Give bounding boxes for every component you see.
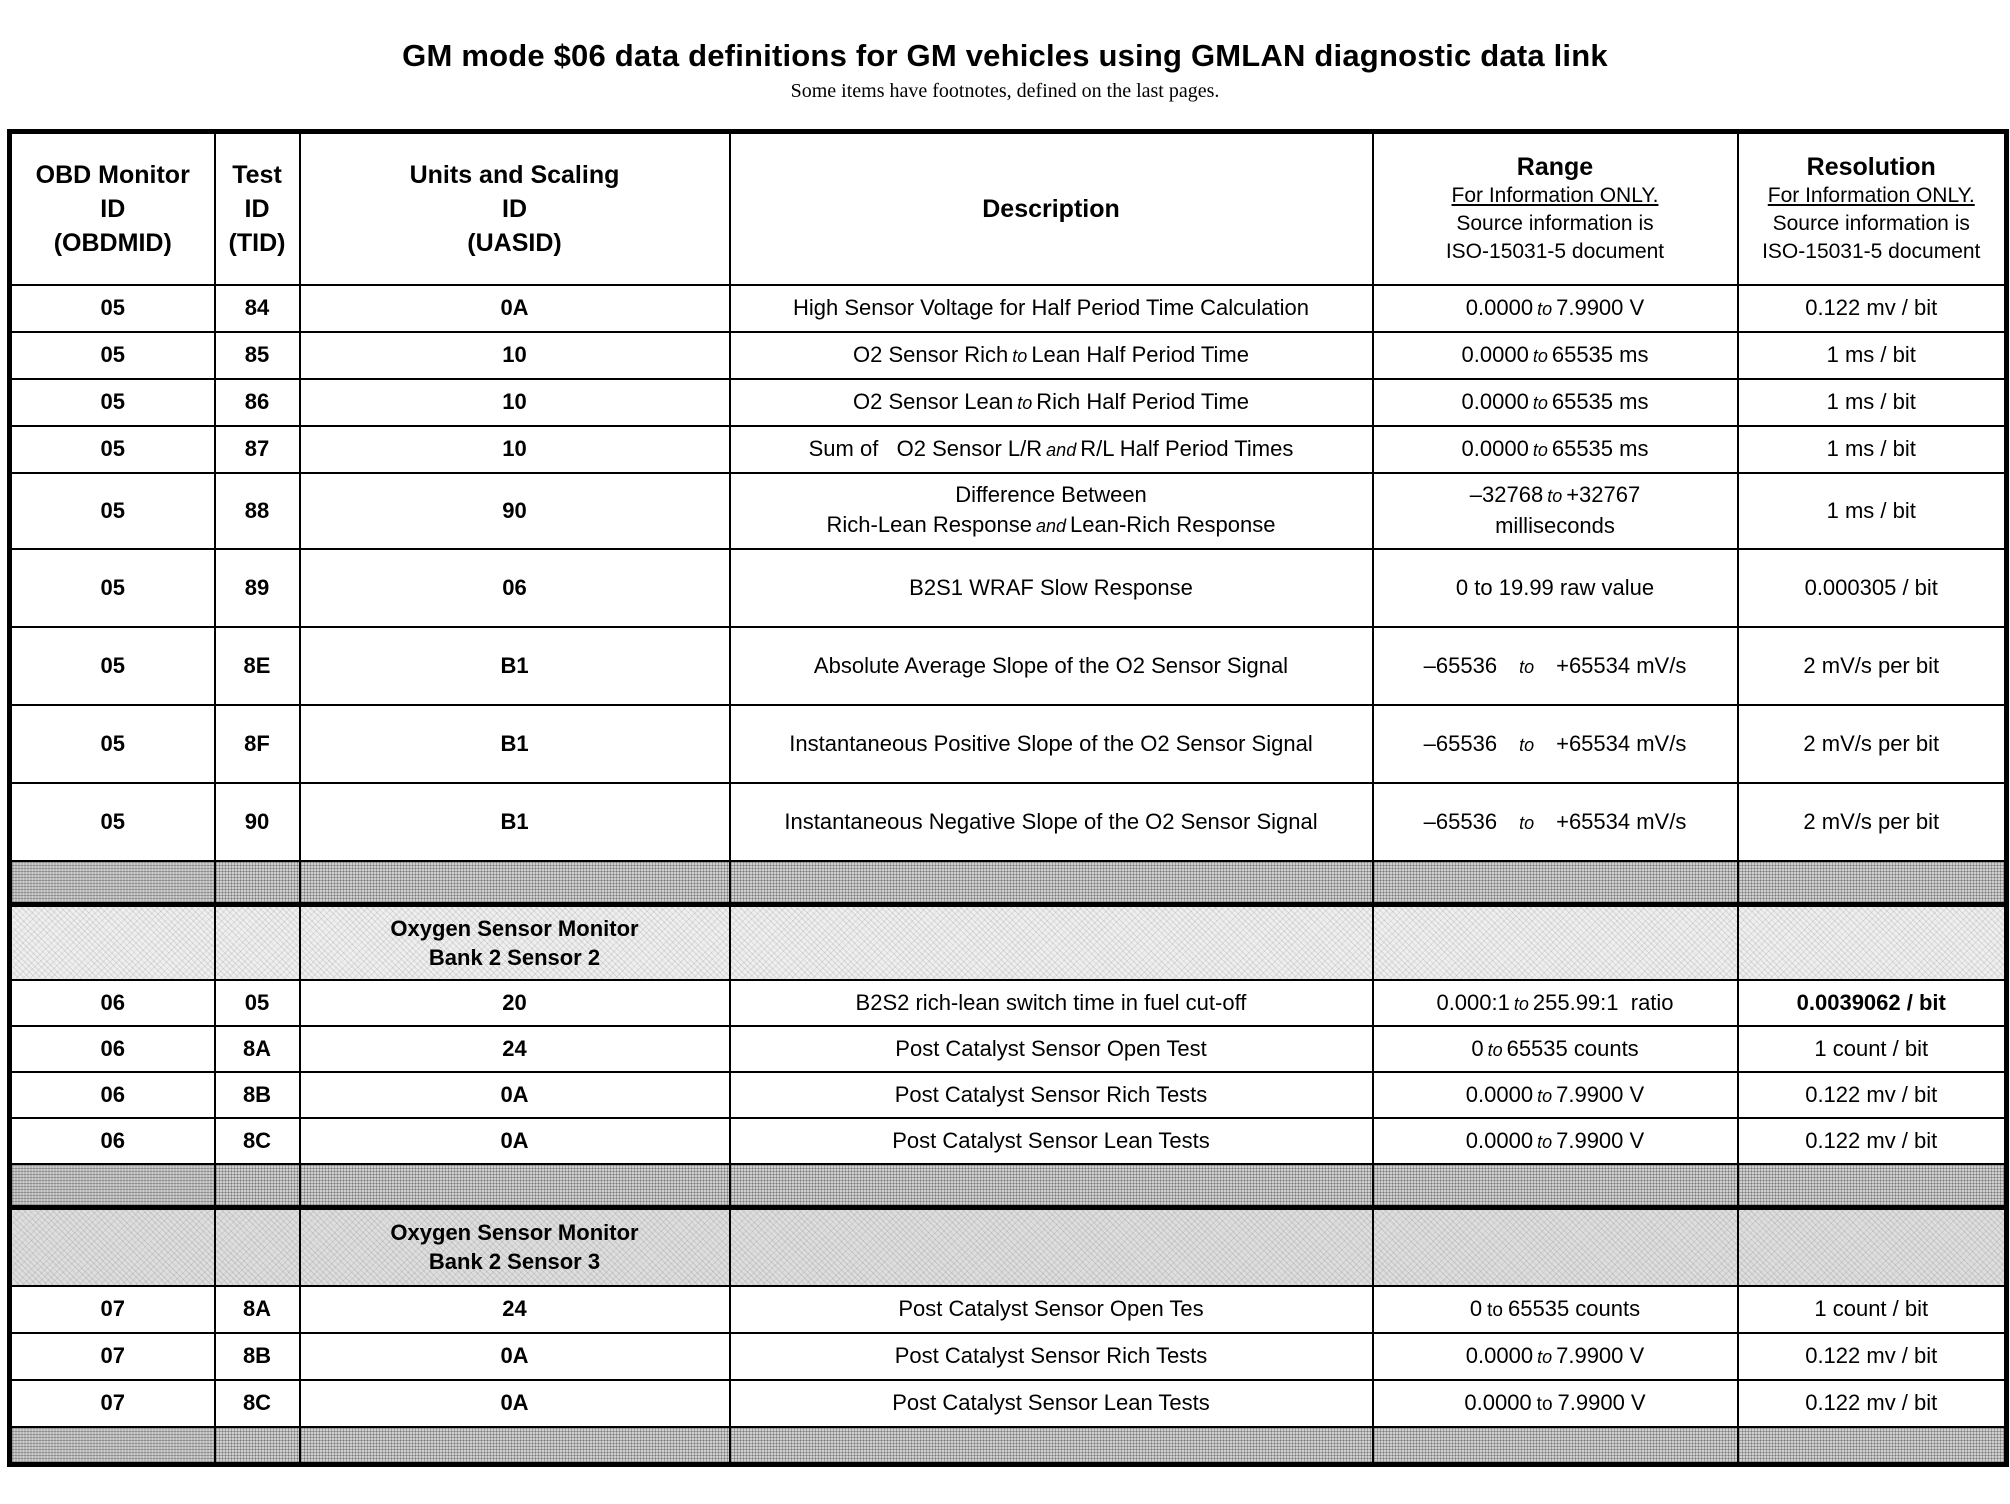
header-uasid: Units and Scaling ID (UASID) <box>300 132 730 285</box>
table-row: 05 88 90 Difference Between Rich-Lean Response and Lean-Rich Response –32768 to +32767 milliseconds 1 ms / bit <box>10 473 2007 549</box>
table-row: 07 8B 0A Post Catalyst Sensor Rich Tests 0.0000 to 7.9900 V 0.122 mv / bit <box>10 1333 2007 1380</box>
group-header-bank2-sensor2: Oxygen Sensor Monitor Bank 2 Sensor 2 <box>10 904 2007 980</box>
table-row: 07 8C 0A Post Catalyst Sensor Lean Tests 0.0000 to 7.9900 V 0.122 mv / bit <box>10 1380 2007 1427</box>
mode06-table <box>7 129 2009 1467</box>
header-range: Range For Information ONLY. Source information is ISO-15031-5 document <box>1373 132 1738 285</box>
header-description: Description <box>730 132 1373 285</box>
table-row: 05 89 06 B2S1 WRAF Slow Response 0 to 19.99 raw value 0.000305 / bit <box>10 549 2007 627</box>
table-row: 05 8E B1 Absolute Average Slope of the O2 Sensor Signal –65536 to +65534 mV/s 2 mV/s per bit <box>10 627 2007 705</box>
table-row: 05 86 10 O2 Sensor Lean to Rich Half Period Time 0.0000 to 65535 ms 1 ms / bit <box>10 379 2007 426</box>
shaded-separator <box>10 1427 2007 1465</box>
table-row: 06 8C 0A Post Catalyst Sensor Lean Tests 0.0000 to 7.9900 V 0.122 mv / bit <box>10 1118 2007 1164</box>
table-row: 05 8F B1 Instantaneous Positive Slope of the O2 Sensor Signal –65536 to +65534 mV/s 2 mV/s per bit <box>10 705 2007 783</box>
table-row: 06 05 20 B2S2 rich-lean switch time in fuel cut-off 0.000:1 to 255.99:1 ratio 0.0039062 / bit <box>10 980 2007 1026</box>
table-row: 05 85 10 O2 Sensor Rich to Lean Half Period Time 0.0000 to 65535 ms 1 ms / bit <box>10 332 2007 379</box>
table-row: 06 8B 0A Post Catalyst Sensor Rich Tests 0.0000 to 7.9900 V 0.122 mv / bit <box>10 1072 2007 1118</box>
header-tid: Test ID (TID) <box>215 132 300 285</box>
table-row: 07 8A 24 Post Catalyst Sensor Open Tes 0 to 65535 counts 1 count / bit <box>10 1286 2007 1333</box>
table-row: 05 87 10 Sum of O2 Sensor L/R and R/L Half Period Times 0.0000 to 65535 ms 1 ms / bit <box>10 426 2007 473</box>
header-obdmid: OBD Monitor ID (OBDMID) <box>10 132 215 285</box>
table-row: 05 90 B1 Instantaneous Negative Slope of the O2 Sensor Signal –65536 to +65534 mV/s 2 mV/s per bit <box>10 783 2007 861</box>
page-subtitle: Some items have footnotes, defined on the last pages. <box>790 80 1220 102</box>
table-row: 06 8A 24 Post Catalyst Sensor Open Test 0 to 65535 counts 1 count / bit <box>10 1026 2007 1072</box>
group-header-bank2-sensor3: Oxygen Sensor Monitor Bank 2 Sensor 3 <box>10 1207 2007 1286</box>
shaded-separator <box>10 861 2007 905</box>
header-resolution: Resolution For Information ONLY. Source information is ISO-15031-5 document <box>1738 132 2007 285</box>
header-row <box>10 132 2007 285</box>
shaded-separator <box>10 1164 2007 1208</box>
page-title: GM mode $06 data definitions for GM vehicles using GMLAN diagnostic data link <box>402 38 1608 73</box>
table-row: 05 84 0A High Sensor Voltage for Half Period Time Calculation 0.0000 to 7.9900 V 0.122 mv / bit <box>10 285 2007 332</box>
